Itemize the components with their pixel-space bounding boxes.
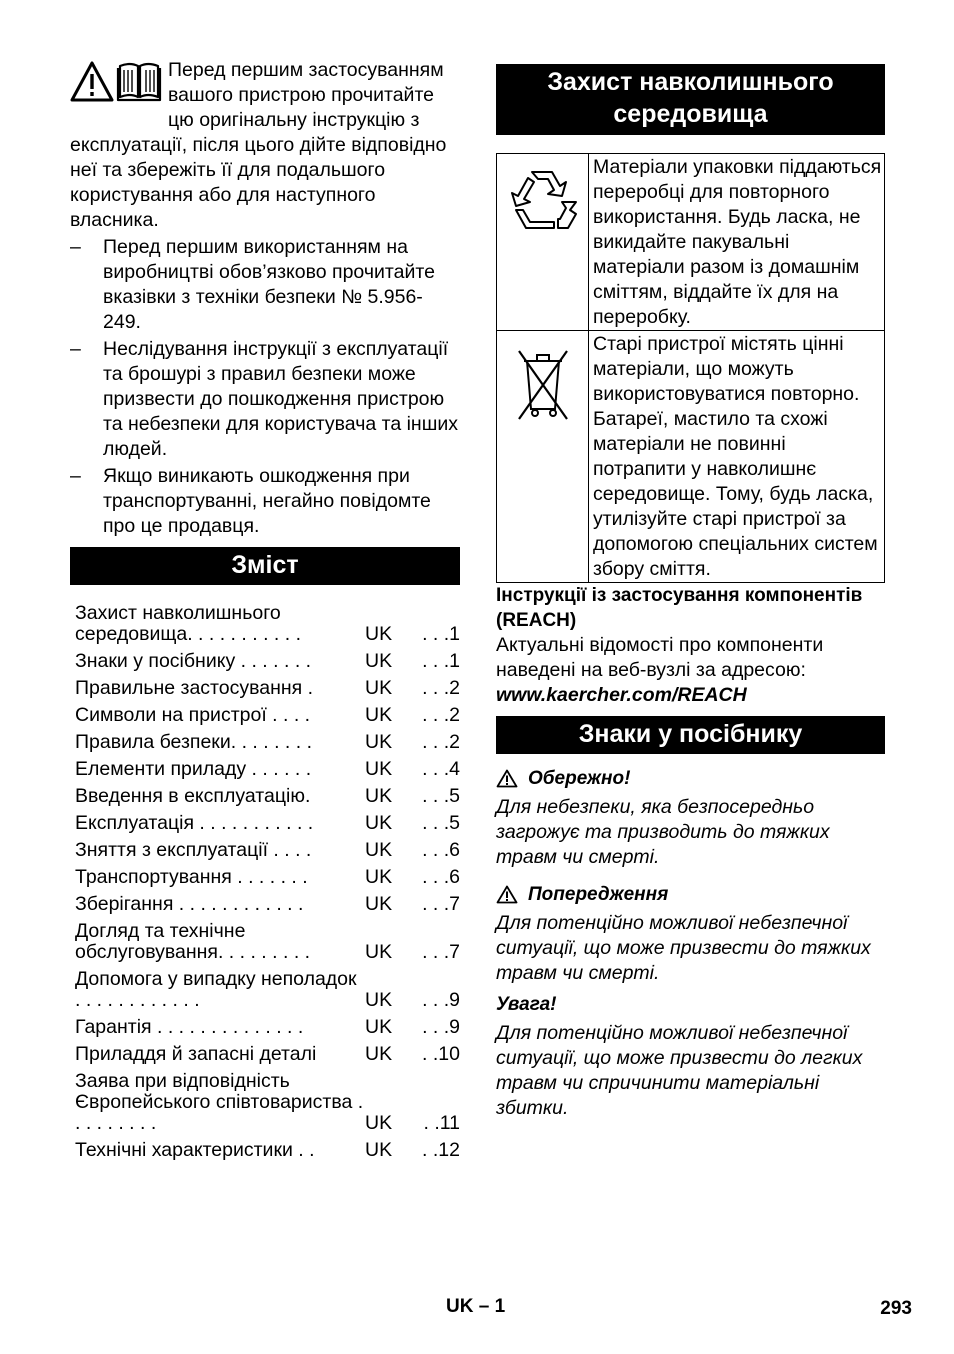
- toc-row[interactable]: [70, 1044, 460, 1065]
- list-item: [70, 464, 460, 539]
- toc-entry-page: . .12: [422, 1139, 460, 1161]
- bullet-marker: –: [70, 338, 81, 360]
- toc-row[interactable]: [70, 813, 460, 834]
- toc-entry-lang: UK: [365, 812, 393, 834]
- toc-entry-title: Захист навколишнього середовища. . . . . . . . . . .: [75, 602, 301, 645]
- list-item: [70, 337, 460, 462]
- toc-entry-lang: UK: [365, 989, 393, 1011]
- intro-block: [70, 58, 460, 233]
- recycle-icon: [506, 166, 580, 236]
- toc-entry-title: Знаки у посібнику . . . . . . .: [75, 650, 312, 672]
- sign-item: [496, 882, 885, 986]
- toc-entry-title: Приладдя й запасні деталі: [75, 1043, 317, 1065]
- environment-text: Старі пристрої містять цінні матеріали, що можуть використовуватися повторно. Батареї, мастило та схожі матеріали не повинні потрапити у навколишнє середовище. Тому, будь ласка, утилізуйте старі пристрої за допомогою спеціальних систем збору сміття.: [589, 331, 885, 583]
- sign-label-text: Увага!: [496, 994, 557, 1015]
- toc-entry-title: Елементи приладу . . . . . .: [75, 758, 312, 780]
- toc-entry-lang: UK: [365, 893, 393, 915]
- signs-heading: Знаки у посібнику: [496, 716, 885, 754]
- toc-entry-page: . .11: [423, 1112, 460, 1134]
- toc-entry-page: . . .6: [422, 839, 460, 861]
- toc-row[interactable]: [70, 894, 460, 915]
- toc-row[interactable]: [70, 705, 460, 726]
- toc-entry-lang: UK: [365, 1043, 393, 1065]
- toc-row[interactable]: [70, 786, 460, 807]
- table-row: [497, 154, 885, 331]
- reach-section: [496, 583, 885, 708]
- toc-entry-lang: UK: [365, 1112, 393, 1134]
- bin-icon-cell: [497, 331, 589, 583]
- toc-entry-title: Заява при відповідність Європейського співтовариства . . . . . . . . .: [75, 1070, 364, 1134]
- toc-entry-page: . . .7: [422, 893, 460, 915]
- toc-entry-lang: UK: [365, 704, 393, 726]
- toc-row[interactable]: [70, 1017, 460, 1038]
- toc-entry-lang: UK: [365, 839, 393, 861]
- toc-entry-title: Експлуатація . . . . . . . . . . .: [75, 812, 314, 834]
- intro-bullet-list: [70, 235, 460, 539]
- reach-text: Актуальні відомості про компоненти наведені на веб-вузлі за адресою:: [496, 634, 824, 681]
- toc-entry-title: Введення в експлуатацію.: [75, 785, 311, 807]
- toc-row[interactable]: [70, 840, 460, 861]
- bullet-text: Неслідування інструкції з експлуатації та брошурі з правил безпеки може призвести до пошкодження пристрою та небезпеки для користувача та інших людей.: [103, 338, 458, 460]
- warning-triangle-icon: [496, 769, 518, 788]
- reach-title: Інструкції із застосування компонентів (REACH): [496, 585, 863, 631]
- toc-entry-lang: UK: [365, 731, 393, 753]
- toc-entry-page: . .10: [422, 1043, 460, 1065]
- table-of-contents: [70, 603, 460, 1161]
- toc-entry-title: Допомога у випадку неполадок . . . . . . . . . . . .: [75, 968, 357, 1011]
- toc-entry-title: Догляд та технічне обслуговування. . . . . . . . .: [75, 920, 311, 963]
- environment-table: [496, 153, 885, 583]
- sign-item: [496, 766, 885, 870]
- sign-label: [496, 882, 885, 907]
- sign-item: [496, 992, 885, 1121]
- environment-text: Матеріали упаковки піддаються переробці для повторного використання. Будь ласка, не викидайте пакувальні матеріали разом із домашнім сміттям, віддайте їх для на переробку.: [589, 154, 885, 331]
- bullet-text: Перед першим використанням на виробництві обов’язково прочитайте вказівки з техніки безпеки № 5.956-249.: [103, 236, 435, 333]
- bullet-marker: –: [70, 465, 81, 487]
- toc-entry-page: . . .9: [422, 1016, 460, 1038]
- toc-row[interactable]: [70, 732, 460, 753]
- right-column: [496, 64, 885, 1121]
- footer-page-number: 293: [880, 1298, 912, 1319]
- environment-heading: Захист навколишнього середовища: [496, 64, 885, 135]
- toc-entry-title: Правила безпеки. . . . . . . .: [75, 731, 312, 753]
- toc-entry-lang: UK: [365, 677, 393, 699]
- toc-entry-page: . . .9: [422, 989, 460, 1011]
- table-row: [497, 331, 885, 583]
- toc-entry-page: . . .2: [422, 731, 460, 753]
- list-item: [70, 235, 460, 335]
- toc-entry-title: Символи на пристрої . . . .: [75, 704, 311, 726]
- toc-row[interactable]: [70, 759, 460, 780]
- toc-entry-lang: UK: [365, 866, 393, 888]
- toc-entry-title: Правильне застосування .: [75, 677, 314, 699]
- toc-entry-lang: UK: [365, 1016, 393, 1038]
- toc-row[interactable]: [70, 921, 460, 963]
- toc-entry-page: . . .5: [422, 812, 460, 834]
- toc-entry-lang: UK: [365, 1139, 393, 1161]
- sign-label: [496, 992, 885, 1017]
- toc-entry-page: . . .6: [422, 866, 460, 888]
- sign-text: Для потенційно можливої небезпечної ситуації, що може призвести до тяжких травм чи смерті.: [496, 912, 871, 984]
- bullet-marker: –: [70, 236, 81, 258]
- toc-row[interactable]: [70, 678, 460, 699]
- toc-row[interactable]: [70, 1140, 460, 1161]
- toc-entry-title: Транспортування . . . . . . .: [75, 866, 308, 888]
- toc-row[interactable]: [70, 651, 460, 672]
- sign-label-text: Обережно!: [528, 768, 631, 789]
- toc-row[interactable]: [70, 867, 460, 888]
- sign-label-text: Попередження: [528, 884, 669, 905]
- toc-entry-page: . . .1: [422, 650, 460, 672]
- toc-row[interactable]: [70, 603, 460, 645]
- warning-triangle-icon: [496, 885, 518, 904]
- toc-entry-title: Зняття з експлуатації . . . .: [75, 839, 312, 861]
- warning-read-manual-icon: [70, 60, 162, 104]
- intro-icons: [70, 60, 162, 110]
- left-column: [70, 58, 460, 1167]
- toc-entry-lang: UK: [365, 623, 393, 645]
- bullet-text: Якщо виникають ошкодження при транспортуванні, негайно повідомте про це продавця.: [103, 465, 431, 537]
- recycle-icon-cell: [497, 154, 589, 331]
- toc-entry-page: . . .7: [422, 941, 460, 963]
- toc-entry-lang: UK: [365, 758, 393, 780]
- toc-entry-title: Гарантія . . . . . . . . . . . . . .: [75, 1016, 304, 1038]
- toc-heading: Зміст: [70, 547, 460, 585]
- crossed-bin-icon: [515, 343, 571, 421]
- toc-entry-title: Технічні характеристики . .: [75, 1139, 315, 1161]
- footer-section-label: UK – 1: [446, 1296, 506, 1317]
- toc-entry-page: . . .5: [422, 785, 460, 807]
- toc-entry-page: . . .2: [422, 677, 460, 699]
- sign-text: Для потенційно можливої небезпечної ситуації, що може призвести до легких травм чи спричинити матеріальні збитки.: [496, 1022, 863, 1119]
- sign-label: [496, 766, 885, 791]
- intro-text: Перед першим застосуванням вашого пристрою прочитайте цю оригінальну інструкцію з експлуатації, після цього дійте відповідно неї та збережіть її для подальшого користування або для наступного власника.: [70, 59, 447, 231]
- toc-entry-page: . . .4: [422, 758, 460, 780]
- toc-entry-lang: UK: [365, 941, 393, 963]
- toc-entry-page: . . .1: [422, 623, 460, 645]
- toc-entry-lang: UK: [365, 650, 393, 672]
- toc-row[interactable]: [70, 969, 460, 1011]
- toc-row[interactable]: [70, 1071, 460, 1134]
- toc-entry-page: . . .2: [422, 704, 460, 726]
- toc-entry-title: Зберігання . . . . . . . . . . . .: [75, 893, 304, 915]
- reach-link[interactable]: www.kaercher.com/REACH: [496, 684, 747, 706]
- toc-entry-lang: UK: [365, 785, 393, 807]
- sign-text: Для небезпеки, яка безпосередньо загрожує та призводить до тяжких травм чи смерті.: [496, 796, 830, 868]
